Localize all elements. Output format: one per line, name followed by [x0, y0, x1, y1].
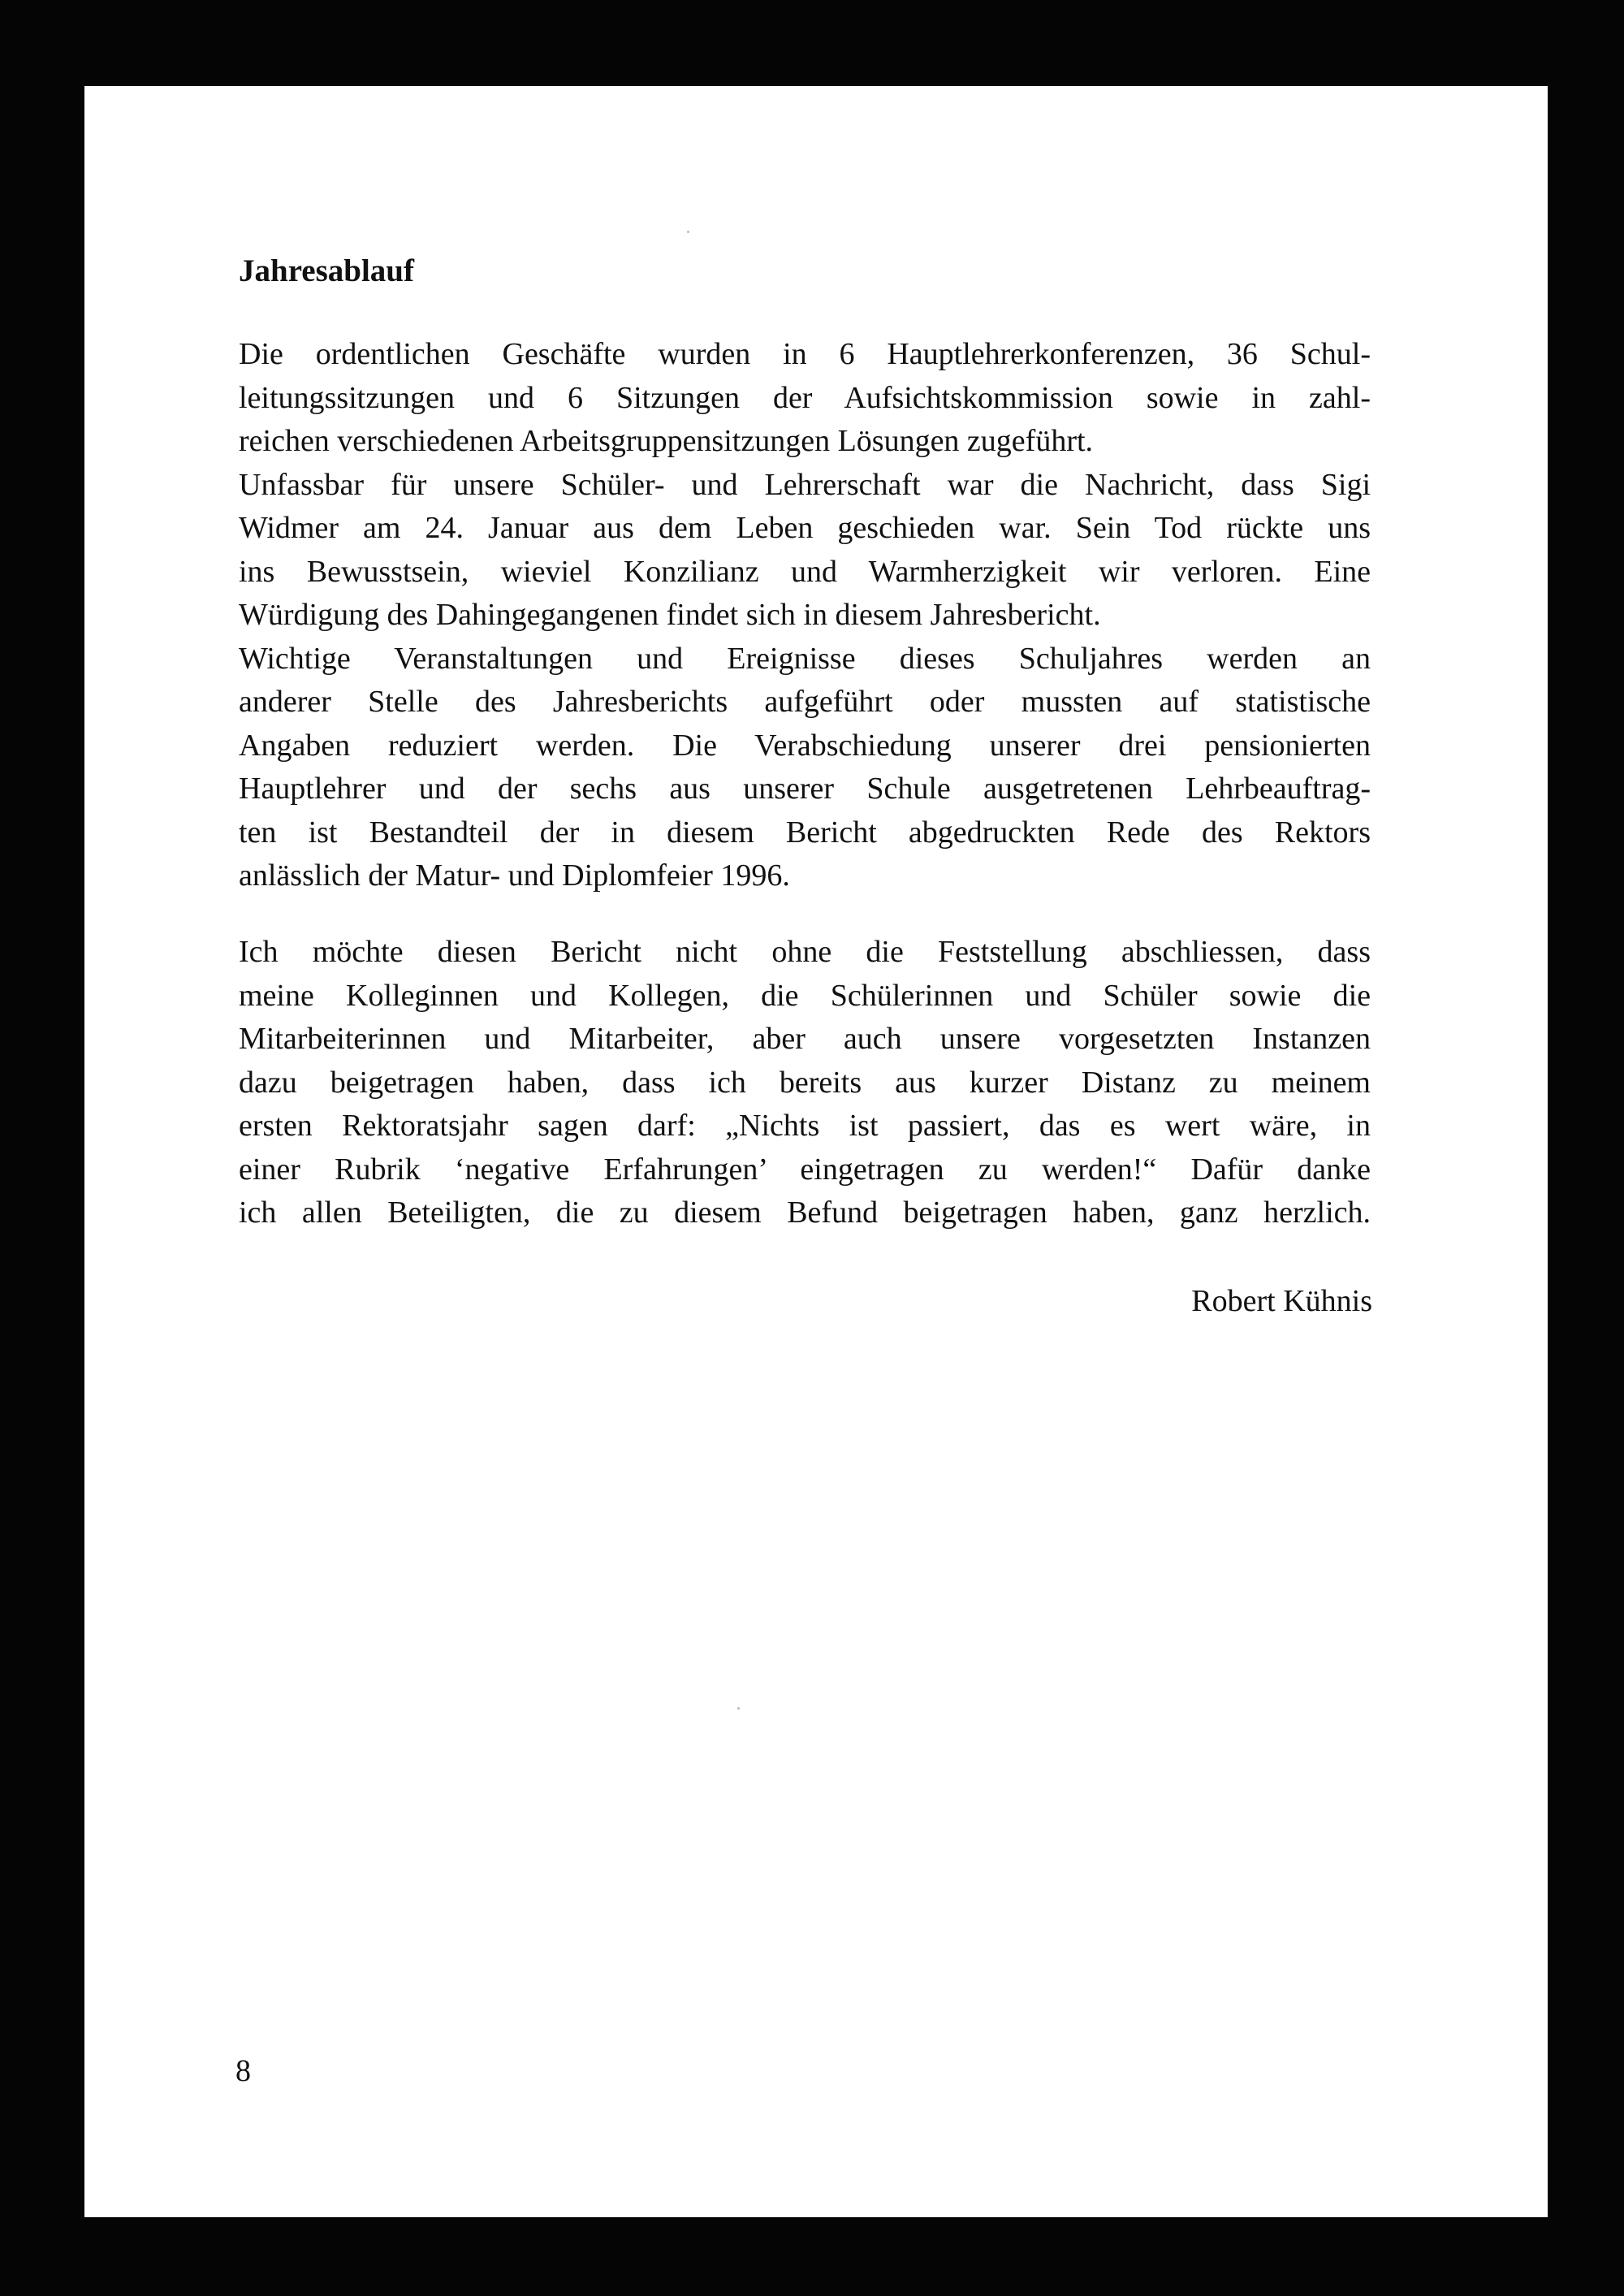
text-line: ich allen Beteiligten, die zu diesem Befund beigetragen haben, ganz herzlich.	[239, 1196, 1371, 1230]
text-line: anderer Stelle des Jahresberichts aufgeführt oder mussten auf statistische	[239, 685, 1371, 719]
text-line: Widmer am 24. Januar aus dem Leben geschieden war. Sein Tod rückte uns	[239, 511, 1371, 545]
author-signature: Robert Kühnis	[1191, 1284, 1372, 1318]
text-line: Die ordentlichen Geschäfte wurden in 6 Hauptlehrerkonferenzen, 36 Schul-	[239, 337, 1371, 371]
section-heading: Jahresablauf	[239, 253, 414, 288]
paragraph-annual-report	[239, 333, 1371, 898]
text-line: einer Rubrik ‘negative Erfahrungen’ eingetragen zu werden!“ Dafür danke	[239, 1152, 1371, 1187]
text-line: ersten Rektoratsjahr sagen darf: „Nichts ist passiert, das es wert wäre, in	[239, 1109, 1371, 1143]
text-line: Würdigung des Dahingegangenen findet sich in diesem Jahresbericht.	[239, 598, 1101, 632]
text-line: Ich möchte diesen Bericht nicht ohne die Feststellung abschliessen, dass	[239, 935, 1371, 969]
scan-speck	[687, 231, 689, 233]
document-page	[84, 86, 1548, 2217]
text-line: reichen verschiedenen Arbeitsgruppensitzungen Lösungen zugeführt.	[239, 424, 1094, 458]
text-line: Wichtige Veranstaltungen und Ereignisse dieses Schuljahres werden an	[239, 641, 1371, 676]
scan-speck	[737, 1707, 740, 1710]
text-line: Mitarbeiterinnen und Mitarbeiter, aber auch unsere vorgesetzten Instanzen	[239, 1022, 1371, 1056]
text-line: dazu beigetragen haben, dass ich bereits aus kurzer Distanz zu meinem	[239, 1065, 1371, 1100]
text-line: meine Kolleginnen und Kollegen, die Schülerinnen und Schüler sowie die	[239, 978, 1371, 1013]
text-line: leitungssitzungen und 6 Sitzungen der Aufsichtskommission sowie in zahl-	[239, 380, 1371, 415]
text-line: anlässlich der Matur- und Diplomfeier 1996.	[239, 858, 790, 893]
text-line: Angaben reduziert werden. Die Verabschiedung unserer drei pensionierten	[239, 728, 1371, 763]
text-line: ins Bewusstsein, wieviel Konzilianz und Warmherzigkeit wir verloren. Eine	[239, 554, 1371, 589]
text-line: Unfassbar für unsere Schüler- und Lehrerschaft war die Nachricht, dass Sigi	[239, 467, 1371, 502]
page-number: 8	[235, 2054, 251, 2088]
text-line: Hauptlehrer und der sechs aus unserer Schule ausgetretenen Lehrbeauftrag-	[239, 772, 1371, 806]
text-line: ten ist Bestandteil der in diesem Bericht abgedruckten Rede des Rektors	[239, 815, 1371, 850]
paragraph-closing-remarks	[239, 931, 1371, 1235]
